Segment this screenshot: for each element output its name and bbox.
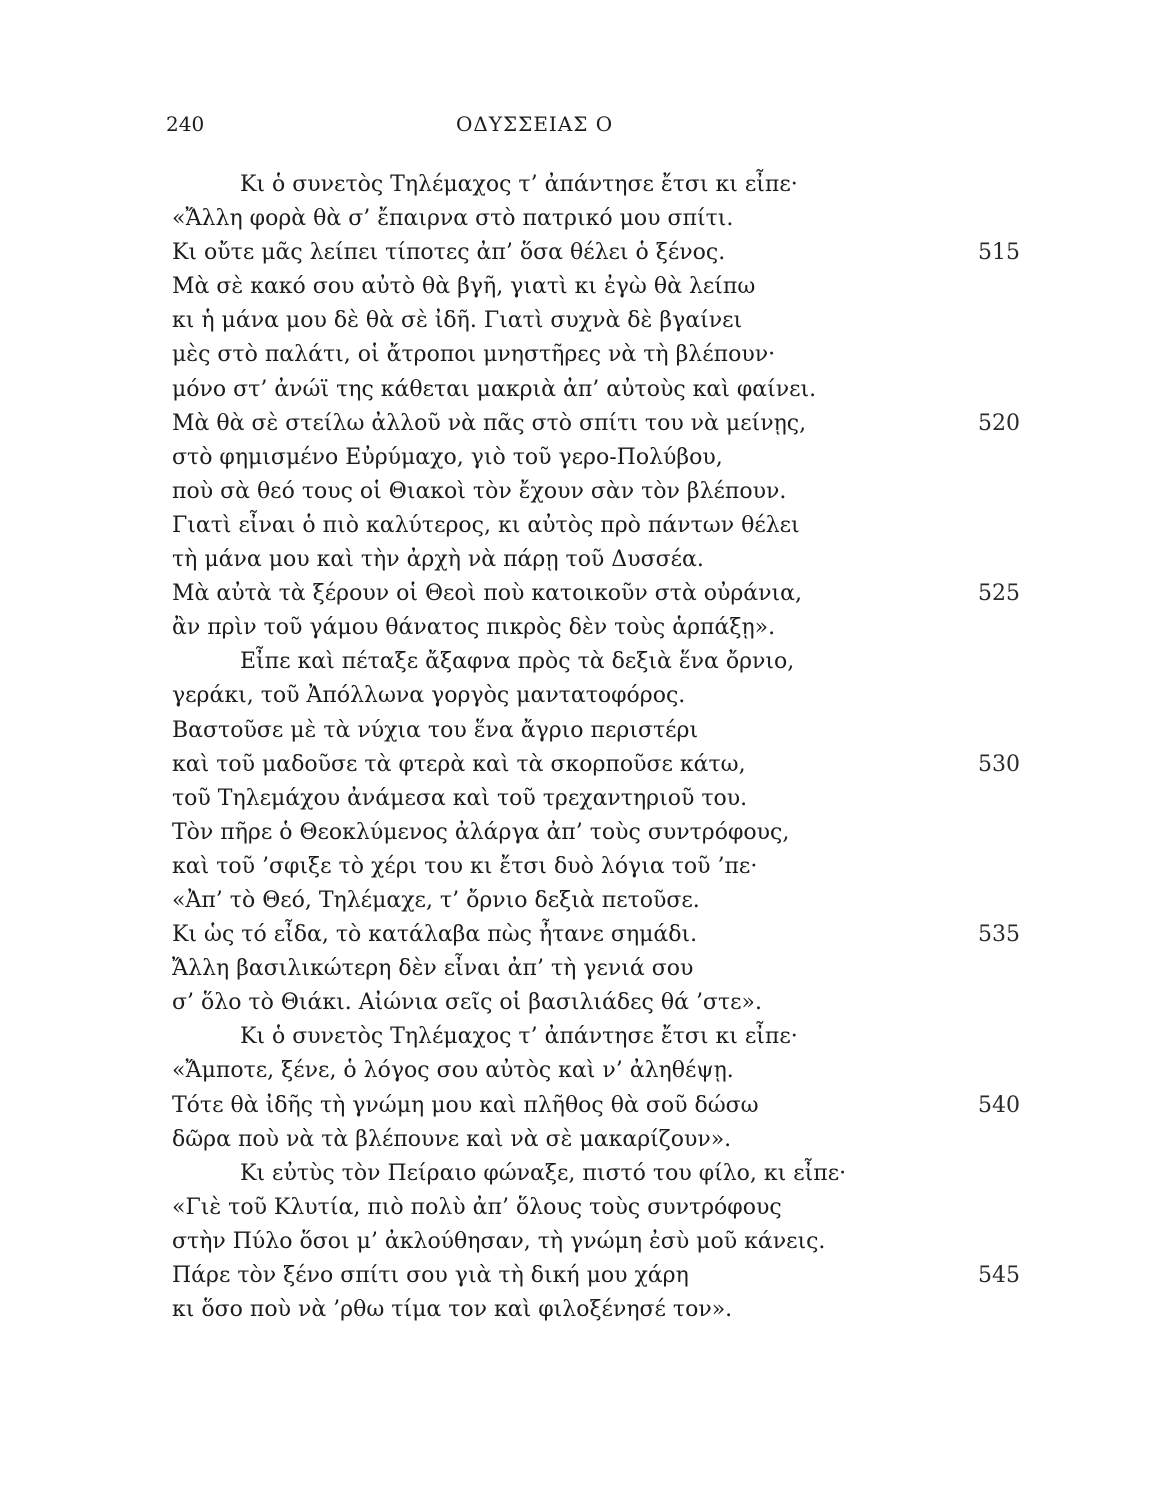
verse-text: Βαστοῦσε μὲ τὰ νύχια του ἕνα ἄγριο περιστέρι (172, 717, 699, 743)
verse-text: Κι ὡς τό εἶδα, τὸ κατάλαβα πὼς ἦτανε σημάδι. (172, 922, 698, 948)
verse-line (172, 952, 1032, 986)
verse-text: «Ἀπ’ τὸ Θεό, Τηλέμαχε, τ’ ὄρνιο δεξιὰ πετοῦσε. (172, 887, 700, 913)
verse-line (172, 1191, 1032, 1225)
verse-text: Κι εὐτὺς τὸν Πείραιο φώναξε, πιστό του φίλο, κι εἶπε· (240, 1160, 847, 1186)
verse-text: Τὸν πῆρε ὁ Θεοκλύμενος ἀλάργα ἀπ’ τοὺς συντρόφους, (172, 819, 790, 845)
verse-line (172, 679, 1032, 713)
verse-line (172, 543, 1032, 577)
verse-text: καὶ τοῦ ’σφιξε τὸ χέρι του κι ἔτσι δυὸ λόγια τοῦ ’πε· (172, 853, 758, 879)
verse-line (172, 407, 1032, 441)
verse-line (172, 373, 1032, 407)
verse-text: γεράκι, τοῦ Ἀπόλλωνα γοργὸς μαντατοφόρος. (172, 683, 686, 709)
verse-text: στὸ φημισμένο Εὐρύμαχο, γιὸ τοῦ γερο-Πολύβου, (172, 444, 723, 470)
verse-text: κι ἡ μάνα μου δὲ θὰ σὲ ἰδῆ. Γιατὶ συχνὰ δὲ βγαίνει (172, 308, 743, 334)
verse-line (172, 338, 1032, 372)
verse-line (172, 270, 1032, 304)
verse-line (172, 202, 1032, 236)
verse-text: Πάρε τὸν ξένο σπίτι σου γιὰ τὴ δική μου χάρη (172, 1263, 689, 1288)
verse-line (172, 1225, 1032, 1259)
verse-text: ἂν πρὶν τοῦ γάμου θάνατος πικρὸς δὲν τοὺς ἁρπάξῃ». (172, 615, 776, 641)
verse-line (172, 1293, 1032, 1327)
verse-text: Κι ὁ συνετὸς Τηλέμαχος τ’ ἀπάντησε ἔτσι κι εἶπε· (240, 172, 798, 197)
running-title: ΟΔΥΣΣΕΙΑΣ Ο (456, 112, 614, 136)
verse-text: τοῦ Τηλεμάχου ἀνάμεσα καὶ τοῦ τρεχαντηριοῦ του. (172, 785, 748, 811)
verse-text: «Ἄλλη φορὰ θὰ σ’ ἔπαιρνα στὸ πατρικό μου σπίτι. (172, 206, 734, 232)
verse-line (172, 1020, 1032, 1054)
verse-text: Μὰ αὐτὰ τὰ ξέρουν οἱ Θεοὶ ποὺ κατοικοῦν στὰ οὐράνια, (172, 581, 802, 607)
verse-line (172, 441, 1032, 475)
verse-line (172, 304, 1032, 338)
verse-text: Κι ὁ συνετὸς Τηλέμαχος τ’ ἀπάντησε ἔτσι κι εἶπε· (240, 1024, 798, 1050)
verse-line (172, 168, 1032, 202)
verse-text: κι ὅσο ποὺ νὰ ’ρθω τίμα τον καὶ φιλοξένησέ τον». (172, 1297, 733, 1323)
verse-text: καὶ τοῦ μαδοῦσε τὰ φτερὰ καὶ τὰ σκορποῦσε κάτω, (172, 751, 746, 777)
verse-line (172, 782, 1032, 816)
verse-text: «Γιὲ τοῦ Κλυτία, πιὸ πολὺ ἀπ’ ὅλους τοὺς συντρόφους (172, 1194, 782, 1220)
line-number: 525 (978, 581, 1020, 607)
verse-line (172, 1157, 1032, 1191)
line-number: 540 (978, 1092, 1020, 1118)
verse-text: ποὺ σὰ θεό τους οἱ Θιακοὶ τὸν ἔχουν σὰν τὸν βλέπουν. (172, 478, 787, 504)
verse-line (172, 816, 1032, 850)
page-header (166, 112, 1026, 142)
verse-line (172, 1054, 1032, 1088)
verse-line (172, 1123, 1032, 1157)
line-number: 530 (978, 751, 1020, 777)
verse-line (172, 611, 1032, 645)
verse-text: Τότε θὰ ἰδῆς τὴ γνώμη μου καὶ πλῆθος θὰ σοῦ δώσω (172, 1092, 759, 1118)
page-number: 240 (166, 112, 205, 136)
verse-text: μόνο στ’ ἀνώϊ της κάθεται μακριὰ ἀπ’ αὐτοὺς καὶ φαίνει. (172, 376, 817, 402)
verse-line (172, 509, 1032, 543)
verse-line (172, 1259, 1032, 1293)
verse-line (172, 577, 1032, 611)
verse-line (172, 850, 1032, 884)
verse-text: Κι οὔτε μᾶς λείπει τίποτες ἀπ’ ὅσα θέλει ὁ ξένος. (172, 240, 726, 266)
verse-text: Μὰ σὲ κακό σου αὐτὸ θὰ βγῆ, γιατὶ κι ἐγὼ θὰ λείπω (172, 274, 756, 300)
verse-text: Γιατὶ εἶναι ὁ πιὸ καλύτερος, κι αὐτὸς πρὸ πάντων θέλει (172, 512, 800, 538)
verse-text: μὲς στὸ παλάτι, οἱ ἄτροποι μνηστῆρες νὰ τὴ βλέπουν· (172, 342, 776, 368)
verse-line (172, 714, 1032, 748)
verse-block (172, 168, 1032, 1327)
verse-text: στὴν Πύλο ὅσοι μ’ ἀκλούθησαν, τὴ γνώμη ἐσὺ μοῦ κάνεις. (172, 1228, 826, 1254)
verse-text: Ἄλλη βασιλικώτερη δὲν εἶναι ἀπ’ τὴ γενιά σου (172, 956, 694, 982)
verse-text: δῶρα ποὺ νὰ τὰ βλέπουνε καὶ νὰ σὲ μακαρίζουν». (172, 1126, 732, 1152)
line-number: 535 (978, 922, 1020, 948)
verse-line (172, 645, 1032, 679)
verse-line (172, 1089, 1032, 1123)
verse-text: τὴ μάνα μου καὶ τὴν ἀρχὴ νὰ πάρῃ τοῦ Δυσσέα. (172, 547, 704, 573)
verse-text: σ’ ὅλο τὸ Θιάκι. Αἰώνια σεῖς οἱ βασιλιάδες θά ’στε». (172, 990, 762, 1016)
verse-text: Εἶπε καὶ πέταξε ἄξαφνα πρὸς τὰ δεξιὰ ἕνα ὄρνιο, (240, 649, 795, 675)
line-number: 515 (978, 240, 1020, 266)
verse-line (172, 884, 1032, 918)
verse-line (172, 236, 1032, 270)
verse-text: Μὰ θὰ σὲ στείλω ἀλλοῦ νὰ πᾶς στὸ σπίτι του νὰ μείνῃς, (172, 410, 807, 436)
line-number: 545 (978, 1263, 1020, 1288)
verse-line (172, 475, 1032, 509)
verse-line (172, 748, 1032, 782)
verse-line (172, 986, 1032, 1020)
line-number: 520 (978, 410, 1020, 436)
verse-text: «Ἄμποτε, ξένε, ὁ λόγος σου αὐτὸς καὶ ν’ ἀληθέψῃ. (172, 1058, 734, 1084)
verse-line (172, 918, 1032, 952)
